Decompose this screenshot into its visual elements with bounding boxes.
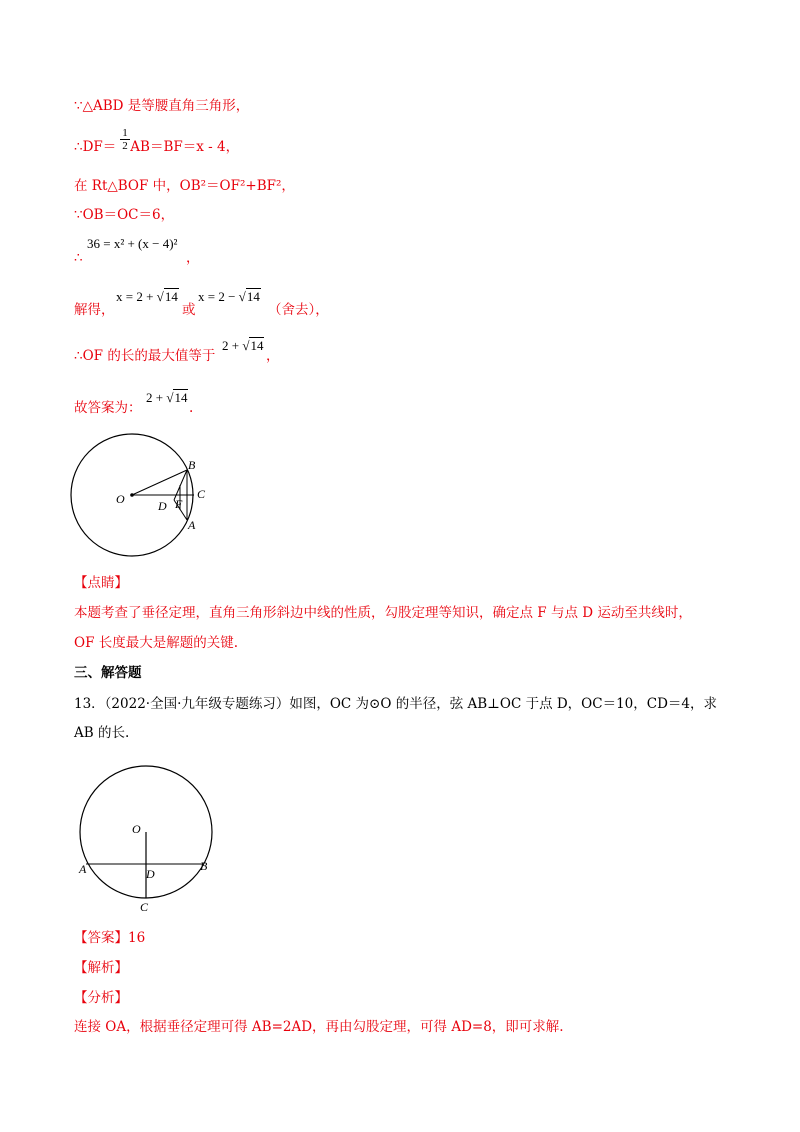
answer-line: [74, 930, 145, 946]
segment-ob: [132, 470, 187, 495]
fenxi-label: 【分析】: [74, 990, 128, 1006]
circle-figure-1: [70, 430, 230, 565]
solution-2-radicand: 14: [246, 289, 260, 304]
answer-radicand: 14: [174, 390, 188, 405]
line-discard: （舍去），: [268, 302, 329, 318]
fraction-numerator: 1: [122, 127, 128, 139]
fraction-half: [120, 127, 130, 152]
line-solve-label: 解得，: [74, 302, 115, 318]
label-c: C: [197, 487, 206, 501]
fenxi-text: 连接 OA，根据垂径定理可得 AB=2AD，再由勾股定理，可得 AD=8，即可求解.: [74, 1019, 564, 1035]
line-isosceles: ∵△ABD 是等腰直角三角形，: [74, 98, 250, 114]
label-b-2: B: [200, 859, 208, 873]
line-answer-is: 故答案为：: [74, 400, 142, 416]
tip-text-2: OF 长度最大是解题的关键.: [74, 635, 239, 651]
answer-expr: 2 + √14: [146, 390, 188, 405]
label-d: D: [158, 499, 167, 513]
line-eq-comma: ，: [186, 250, 200, 266]
label-a: A: [188, 518, 196, 532]
label-f: F: [175, 497, 183, 511]
line-therefore-eq: ∴: [74, 250, 83, 266]
equation-36: 36 = x² + (x − 4)²: [87, 236, 178, 251]
solution-1-prefix: x = 2 +: [116, 289, 157, 304]
question-13-line-1: 13．（2022·全国·九年级专题练习）如图，OC 为⊙O 的半径，弦 AB⊥OC 于点 D，OC＝10，CD＝4，求: [74, 696, 718, 712]
tip-heading: 【点睛】: [74, 575, 128, 591]
circle-figure-2: [70, 760, 240, 915]
max-value-prefix: 2 +: [222, 338, 243, 353]
fraction-denominator: 2: [122, 140, 128, 152]
solution-1-radicand: 14: [164, 289, 178, 304]
label-o-2: O: [132, 822, 141, 836]
label-b: B: [188, 458, 196, 472]
max-value-radicand: 14: [250, 338, 264, 353]
solution-1: x = 2 + √14: [116, 289, 178, 304]
section-title: 三、解答题: [74, 665, 142, 681]
line-df-b: AB＝BF＝x - 4，: [130, 139, 240, 155]
max-value-expr: 2 + √14: [222, 338, 264, 353]
line-answer-period: .: [189, 400, 194, 416]
tip-text-1: 本题考查了垂径定理，直角三角形斜边中线的性质，勾股定理等知识，确定点 F 与点 D 运动至共线时，: [74, 605, 692, 621]
solution-2-prefix: x = 2 −: [198, 289, 239, 304]
answer-prefix: 2 +: [146, 390, 167, 405]
solution-2: x = 2 − √14: [198, 289, 260, 304]
line-max-comma: ，: [266, 348, 280, 364]
label-a-2: A: [79, 862, 87, 876]
label-o: O: [116, 492, 125, 506]
line-max-value: ∴OF 的长的最大值等于: [74, 348, 216, 364]
line-or: 或: [182, 302, 196, 318]
line-rt-bof: 在 Rt△BOF 中，OB²＝OF²+BF²，: [74, 178, 295, 194]
line-df-a: ∴DF＝: [74, 139, 117, 155]
answer-value: 16: [128, 930, 146, 946]
analysis-label: 【解析】: [74, 960, 128, 976]
line-df: [74, 139, 239, 155]
label-d-2: D: [146, 867, 155, 881]
line-ob-oc: ∵OB＝OC＝6，: [74, 207, 175, 223]
answer-label: 【答案】: [74, 930, 128, 946]
label-c-2: C: [140, 900, 149, 914]
question-13-line-2: AB 的长.: [74, 725, 130, 741]
